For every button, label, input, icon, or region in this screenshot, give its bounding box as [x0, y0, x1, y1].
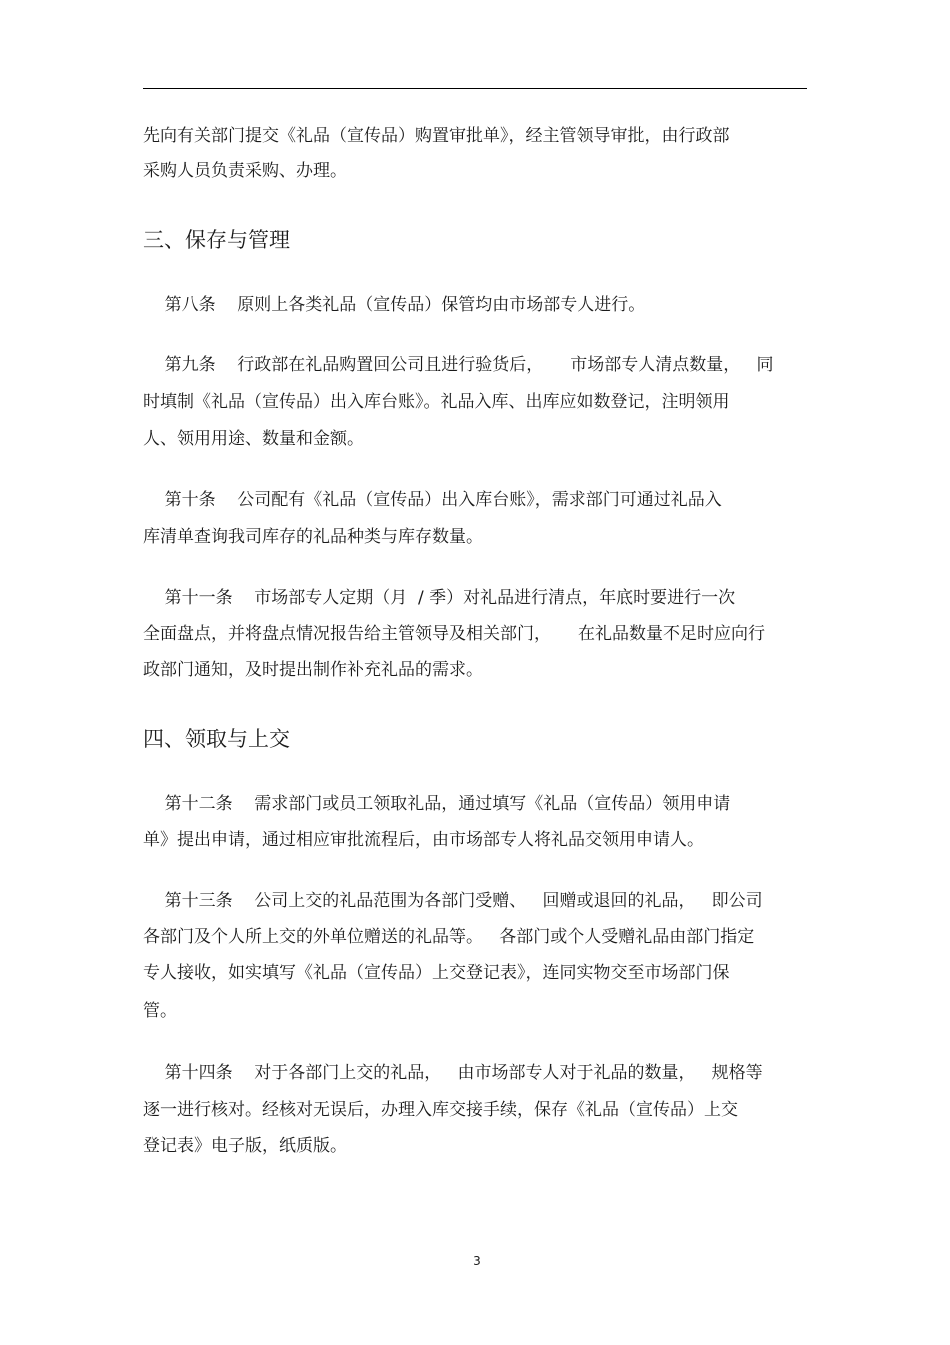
article-14-line-3: 登记表》电子版，纸质版。	[143, 1136, 347, 1156]
article-13-line-1: 第十三条 公司上交的礼品范围为各部门受赠、 回赠或退回的礼品， 即公司	[143, 891, 763, 911]
article-14-line-2: 逐一进行核对。经核对无误后，办理入库交接手续，保存《礼品（宣传品）上交	[143, 1100, 738, 1120]
article-11-line-3: 政部门通知，及时提出制作补充礼品的需求。	[143, 660, 483, 680]
article-8-line-1: 第八条 原则上各类礼品（宣传品）保管均由市场部专人进行。	[143, 295, 646, 315]
article-12-line-2: 单》提出申请，通过相应审批流程后，由市场部专人将礼品交领用申请人。	[143, 830, 704, 850]
page-number: 3	[473, 1254, 481, 1268]
section-heading-3: 三、保存与管理	[143, 228, 290, 252]
article-13-line-3: 专人接收，如实填写《礼品（宣传品）上交登记表》，连同实物交至市场部门保	[143, 963, 730, 983]
article-13-line-2: 各部门及个人所上交的外单位赠送的礼品等。 各部门或个人受赠礼品由部门指定	[143, 927, 755, 947]
article-11-line-2: 全面盘点，并将盘点情况报告给主管领导及相关部门， 在礼品数量不足时应向行	[143, 624, 766, 644]
article-13-line-4: 管。	[143, 1001, 177, 1021]
article-10-line-2: 库清单查询我司库存的礼品种类与库存数量。	[143, 527, 483, 547]
header-rule	[143, 88, 807, 89]
article-10-line-1: 第十条 公司配有《礼品（宣传品）出入库台账》，需求部门可通过礼品入	[143, 490, 722, 510]
article-9-line-1: 第九条 行政部在礼品购置回公司且进行验货后， 市场部专人清点数量， 同	[143, 355, 774, 375]
article-14-line-1: 第十四条 对于各部门上交的礼品， 由市场部专人对于礼品的数量， 规格等	[143, 1063, 763, 1083]
intro-line-1: 先向有关部门提交《礼品（宣传品）购置审批单》，经主管领导审批，由行政部	[143, 126, 730, 146]
section-heading-4: 四、领取与上交	[143, 727, 290, 751]
article-9-line-2: 时填制《礼品（宣传品）出入库台账》。礼品入库、出库应如数登记，注明领用	[143, 392, 730, 412]
article-9-line-3: 人、领用用途、数量和金额。	[143, 429, 364, 449]
article-11-line-1: 第十一条 市场部专人定期（月 / 季）对礼品进行清点，年底时要进行一次	[143, 588, 736, 608]
article-12-line-1: 第十二条 需求部门或员工领取礼品，通过填写《礼品（宣传品）领用申请	[143, 794, 731, 814]
intro-line-2: 采购人员负责采购、办理。	[143, 161, 347, 181]
